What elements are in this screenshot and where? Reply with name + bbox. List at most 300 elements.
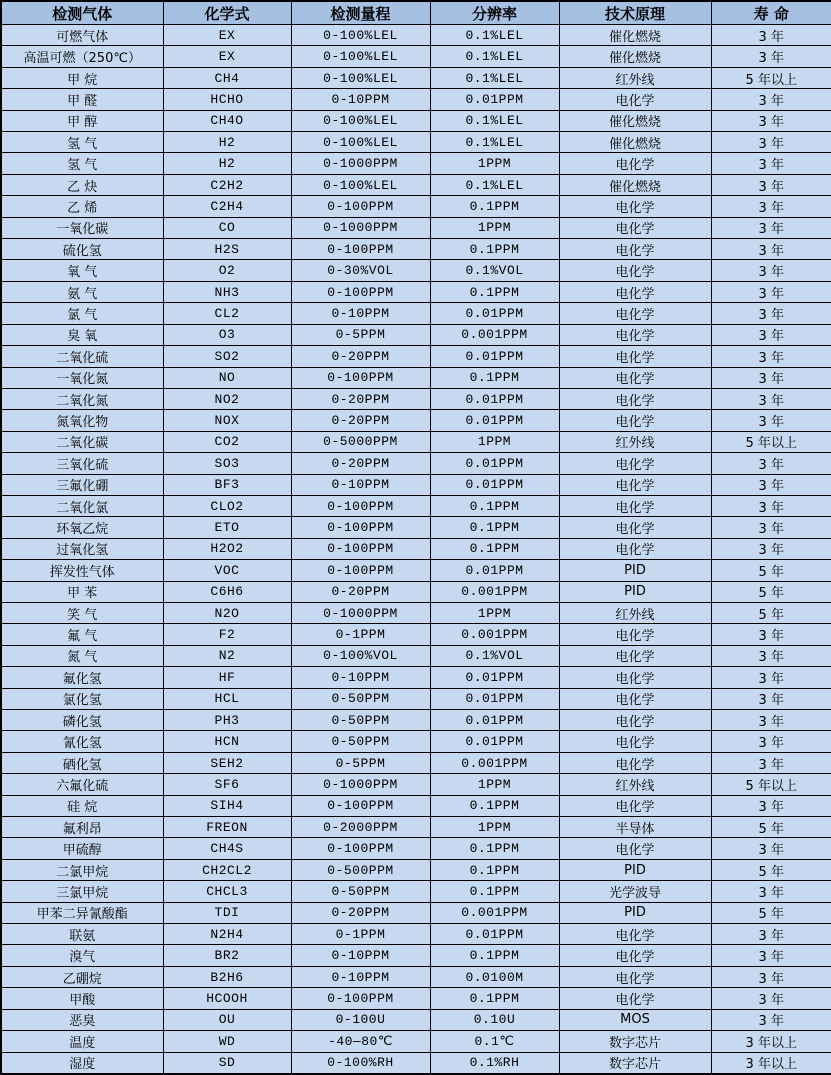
lifespan-cell: 3 年 — [711, 710, 831, 731]
resolution-cell: 0.01PPM — [430, 346, 559, 367]
chemical-formula-cell: H2 — [163, 132, 291, 153]
technology-principle-cell: 电化学 — [559, 346, 711, 367]
table-row — [1, 1009, 831, 1030]
table-row — [1, 217, 831, 238]
chemical-formula-cell: FREON — [163, 817, 291, 838]
detection-range-cell: 0-100%LEL — [291, 174, 430, 195]
chemical-formula-cell: N2H4 — [163, 924, 291, 945]
technology-principle-cell: 电化学 — [559, 410, 711, 431]
technology-principle-cell: 电化学 — [559, 688, 711, 709]
chemical-formula-cell: SIH4 — [163, 795, 291, 816]
lifespan-cell: 3 年 — [711, 752, 831, 773]
technology-principle-cell: 电化学 — [559, 153, 711, 174]
detection-range-cell: 0-100PPM — [291, 367, 430, 388]
detection-range-cell: 0-10PPM — [291, 474, 430, 495]
chemical-formula-cell: C6H6 — [163, 581, 291, 602]
resolution-cell: 1PPM — [430, 817, 559, 838]
chemical-formula-cell: CH4S — [163, 838, 291, 859]
detection-range-cell: 0-100PPM — [291, 560, 430, 581]
lifespan-cell: 3 年 — [711, 217, 831, 238]
detection-range-cell: 0-100%VOL — [291, 645, 430, 666]
resolution-cell: 0.1PPM — [430, 795, 559, 816]
technology-principle-cell: 催化燃烧 — [559, 110, 711, 131]
chemical-formula-cell: NO — [163, 367, 291, 388]
technology-principle-cell: 电化学 — [559, 945, 711, 966]
gas-name-cell: 甲 苯 — [1, 581, 163, 602]
detection-range-cell: 0-50PPM — [291, 731, 430, 752]
lifespan-cell: 3 年 — [711, 795, 831, 816]
chemical-formula-cell: NOX — [163, 410, 291, 431]
lifespan-cell: 3 年 — [711, 731, 831, 752]
detection-range-cell: 0-20PPM — [291, 388, 430, 409]
technology-principle-cell: 电化学 — [559, 474, 711, 495]
detection-range-cell: 0-10PPM — [291, 966, 430, 987]
resolution-cell: 0.10U — [430, 1009, 559, 1030]
detection-range-cell: 0-100%LEL — [291, 46, 430, 67]
lifespan-cell: 3 年 — [711, 153, 831, 174]
lifespan-cell: 3 年 — [711, 132, 831, 153]
chemical-formula-cell: H2O2 — [163, 538, 291, 559]
technology-principle-cell: 电化学 — [559, 196, 711, 217]
gas-name-cell: 环氧乙烷 — [1, 517, 163, 538]
header-lifespan: 寿 命 — [711, 1, 831, 25]
chemical-formula-cell: CO — [163, 217, 291, 238]
chemical-formula-cell: O2 — [163, 260, 291, 281]
table-row — [1, 132, 831, 153]
chemical-formula-cell: HCN — [163, 731, 291, 752]
detection-range-cell: 0-100%LEL — [291, 132, 430, 153]
lifespan-cell: 3 年 — [711, 495, 831, 516]
table-row — [1, 924, 831, 945]
lifespan-cell: 3 年 — [711, 453, 831, 474]
gas-name-cell: 硫化氢 — [1, 239, 163, 260]
table-row — [1, 324, 831, 345]
chemical-formula-cell: HCOOH — [163, 988, 291, 1009]
gas-name-cell: 氟 气 — [1, 624, 163, 645]
technology-principle-cell: 光学波导 — [559, 881, 711, 902]
chemical-formula-cell: NH3 — [163, 281, 291, 302]
detection-range-cell: 0-100PPM — [291, 988, 430, 1009]
resolution-cell: 0.001PPM — [430, 581, 559, 602]
resolution-cell: 0.01PPM — [430, 388, 559, 409]
table-row — [1, 495, 831, 516]
technology-principle-cell: 电化学 — [559, 838, 711, 859]
resolution-cell: 0.1PPM — [430, 881, 559, 902]
table-row — [1, 667, 831, 688]
resolution-cell: 0.1PPM — [430, 495, 559, 516]
gas-name-cell: 甲 烷 — [1, 67, 163, 88]
detection-range-cell: 0-1000PPM — [291, 774, 430, 795]
table-row — [1, 795, 831, 816]
chemical-formula-cell: O3 — [163, 324, 291, 345]
gas-name-cell: 甲硫醇 — [1, 838, 163, 859]
lifespan-cell: 3 年 — [711, 281, 831, 302]
gas-name-cell: 一氧化氮 — [1, 367, 163, 388]
resolution-cell: 0.1%LEL — [430, 67, 559, 88]
gas-name-cell: 氯化氢 — [1, 688, 163, 709]
gas-name-cell: 六氟化硫 — [1, 774, 163, 795]
technology-principle-cell: 电化学 — [559, 966, 711, 987]
resolution-cell: 0.01PPM — [430, 688, 559, 709]
gas-name-cell: 二氧化硫 — [1, 346, 163, 367]
technology-principle-cell: 电化学 — [559, 324, 711, 345]
lifespan-cell: 3 年 — [711, 924, 831, 945]
table-row — [1, 581, 831, 602]
detection-range-cell: 0-50PPM — [291, 688, 430, 709]
detection-range-cell: 0-20PPM — [291, 453, 430, 474]
resolution-cell: 0.01PPM — [430, 731, 559, 752]
chemical-formula-cell: CLO2 — [163, 495, 291, 516]
detection-range-cell: 0-30%VOL — [291, 260, 430, 281]
lifespan-cell: 3 年 — [711, 838, 831, 859]
lifespan-cell: 5 年 — [711, 859, 831, 880]
gas-name-cell: 三氧化硫 — [1, 453, 163, 474]
lifespan-cell: 3 年 — [711, 538, 831, 559]
lifespan-cell: 3 年 — [711, 46, 831, 67]
technology-principle-cell: 红外线 — [559, 67, 711, 88]
detection-range-cell: 0-1PPM — [291, 624, 430, 645]
chemical-formula-cell: C2H4 — [163, 196, 291, 217]
table-row — [1, 303, 831, 324]
chemical-formula-cell: CL2 — [163, 303, 291, 324]
resolution-cell: 0.001PPM — [430, 324, 559, 345]
table-row — [1, 966, 831, 987]
technology-principle-cell: 电化学 — [559, 89, 711, 110]
detection-range-cell: 0-1000PPM — [291, 602, 430, 623]
table-row — [1, 988, 831, 1009]
chemical-formula-cell: HCL — [163, 688, 291, 709]
table-row — [1, 645, 831, 666]
detection-range-cell: 0-500PPM — [291, 859, 430, 880]
detection-range-cell: 0-100U — [291, 1009, 430, 1030]
resolution-cell: 0.01PPM — [430, 710, 559, 731]
detection-range-cell: 0-100%LEL — [291, 25, 430, 46]
technology-principle-cell: 半导体 — [559, 817, 711, 838]
table-row — [1, 859, 831, 880]
table-row — [1, 67, 831, 88]
table-row — [1, 367, 831, 388]
chemical-formula-cell: HCHO — [163, 89, 291, 110]
resolution-cell: 0.1PPM — [430, 517, 559, 538]
header-resolution: 分辨率 — [430, 1, 559, 25]
lifespan-cell: 5 年 — [711, 817, 831, 838]
technology-principle-cell: PID — [559, 859, 711, 880]
technology-principle-cell: 电化学 — [559, 453, 711, 474]
resolution-cell: 0.1PPM — [430, 859, 559, 880]
gas-name-cell: 氰化氢 — [1, 731, 163, 752]
gas-name-cell: 二氯甲烷 — [1, 859, 163, 880]
lifespan-cell: 3 年 — [711, 624, 831, 645]
resolution-cell: 0.1PPM — [430, 538, 559, 559]
table-row — [1, 752, 831, 773]
table-row — [1, 602, 831, 623]
lifespan-cell: 3 年 — [711, 196, 831, 217]
resolution-cell: 0.1PPM — [430, 196, 559, 217]
table-row — [1, 89, 831, 110]
detection-range-cell: 0-20PPM — [291, 410, 430, 431]
chemical-formula-cell: CO2 — [163, 431, 291, 452]
technology-principle-cell: 电化学 — [559, 538, 711, 559]
header-technology-principle: 技术原理 — [559, 1, 711, 25]
gas-name-cell: 二氧化氯 — [1, 495, 163, 516]
lifespan-cell: 3 年 — [711, 410, 831, 431]
table-row — [1, 388, 831, 409]
detection-range-cell: 0-5PPM — [291, 324, 430, 345]
gas-name-cell: 氢 气 — [1, 153, 163, 174]
lifespan-cell: 5 年以上 — [711, 431, 831, 452]
chemical-formula-cell: EX — [163, 25, 291, 46]
table-body — [1, 25, 831, 1075]
detection-range-cell: 0-5000PPM — [291, 431, 430, 452]
lifespan-cell: 3 年 — [711, 966, 831, 987]
chemical-formula-cell: SF6 — [163, 774, 291, 795]
detection-range-cell: 0-100PPM — [291, 517, 430, 538]
technology-principle-cell: 电化学 — [559, 388, 711, 409]
lifespan-cell: 3 年 — [711, 474, 831, 495]
technology-principle-cell: 电化学 — [559, 752, 711, 773]
chemical-formula-cell: HF — [163, 667, 291, 688]
lifespan-cell: 3 年 — [711, 25, 831, 46]
chemical-formula-cell: SO3 — [163, 453, 291, 474]
lifespan-cell: 3 年 — [711, 388, 831, 409]
table-row — [1, 260, 831, 281]
resolution-cell: 1PPM — [430, 431, 559, 452]
technology-principle-cell: 红外线 — [559, 774, 711, 795]
lifespan-cell: 3 年 — [711, 367, 831, 388]
gas-name-cell: 笑 气 — [1, 602, 163, 623]
gas-name-cell: 乙硼烷 — [1, 966, 163, 987]
gas-name-cell: 甲 醇 — [1, 110, 163, 131]
detection-range-cell: 0-100PPM — [291, 239, 430, 260]
gas-name-cell: 甲 醛 — [1, 89, 163, 110]
gas-name-cell: 硒化氢 — [1, 752, 163, 773]
detection-range-cell: 0-10PPM — [291, 945, 430, 966]
table-row — [1, 902, 831, 923]
technology-principle-cell: 电化学 — [559, 281, 711, 302]
resolution-cell: 0.1%LEL — [430, 110, 559, 131]
table-row — [1, 25, 831, 46]
gas-name-cell: 一氧化碳 — [1, 217, 163, 238]
lifespan-cell: 3 年 — [711, 988, 831, 1009]
table-row — [1, 624, 831, 645]
detection-range-cell: 0-1000PPM — [291, 153, 430, 174]
chemical-formula-cell: TDI — [163, 902, 291, 923]
table-row — [1, 110, 831, 131]
resolution-cell: 0.01PPM — [430, 89, 559, 110]
resolution-cell: 0.1PPM — [430, 945, 559, 966]
table-row — [1, 346, 831, 367]
gas-name-cell: 湿度 — [1, 1052, 163, 1074]
header-chemical-formula: 化学式 — [163, 1, 291, 25]
resolution-cell: 0.0100M — [430, 966, 559, 987]
gas-name-cell: 三氯甲烷 — [1, 881, 163, 902]
table-row — [1, 46, 831, 67]
table-row — [1, 817, 831, 838]
technology-principle-cell: 电化学 — [559, 731, 711, 752]
lifespan-cell: 3 年 — [711, 346, 831, 367]
gas-name-cell: 甲酸 — [1, 988, 163, 1009]
gas-name-cell: 可燃气体 — [1, 25, 163, 46]
technology-principle-cell: 催化燃烧 — [559, 174, 711, 195]
technology-principle-cell: 催化燃烧 — [559, 132, 711, 153]
lifespan-cell: 3 年 — [711, 688, 831, 709]
resolution-cell: 0.1%RH — [430, 1052, 559, 1074]
chemical-formula-cell: SEH2 — [163, 752, 291, 773]
technology-principle-cell: 电化学 — [559, 239, 711, 260]
chemical-formula-cell: NO2 — [163, 388, 291, 409]
technology-principle-cell: 电化学 — [559, 710, 711, 731]
detection-range-cell: 0-20PPM — [291, 346, 430, 367]
technology-principle-cell: 催化燃烧 — [559, 46, 711, 67]
resolution-cell: 0.1PPM — [430, 988, 559, 1009]
table-row — [1, 410, 831, 431]
lifespan-cell: 3 年 — [711, 260, 831, 281]
lifespan-cell: 3 年 — [711, 110, 831, 131]
technology-principle-cell: PID — [559, 581, 711, 602]
gas-name-cell: 过氧化氢 — [1, 538, 163, 559]
gas-name-cell: 溴气 — [1, 945, 163, 966]
lifespan-cell: 3 年 — [711, 303, 831, 324]
gas-name-cell: 臭 氧 — [1, 324, 163, 345]
resolution-cell: 0.1%VOL — [430, 260, 559, 281]
lifespan-cell: 3 年 — [711, 517, 831, 538]
technology-principle-cell: MOS — [559, 1009, 711, 1030]
lifespan-cell: 5 年 — [711, 902, 831, 923]
table-row — [1, 453, 831, 474]
detection-range-cell: 0-100%LEL — [291, 110, 430, 131]
gas-name-cell: 乙 烯 — [1, 196, 163, 217]
gas-name-cell: 恶臭 — [1, 1009, 163, 1030]
chemical-formula-cell: N2O — [163, 602, 291, 623]
chemical-formula-cell: SO2 — [163, 346, 291, 367]
table-row — [1, 945, 831, 966]
lifespan-cell: 5 年以上 — [711, 774, 831, 795]
resolution-cell: 0.01PPM — [430, 667, 559, 688]
table-row — [1, 281, 831, 302]
detection-range-cell: 0-1000PPM — [291, 217, 430, 238]
lifespan-cell: 5 年 — [711, 560, 831, 581]
chemical-formula-cell: PH3 — [163, 710, 291, 731]
technology-principle-cell: 电化学 — [559, 667, 711, 688]
table-row — [1, 1031, 831, 1052]
lifespan-cell: 3 年以上 — [711, 1031, 831, 1052]
resolution-cell: 0.1PPM — [430, 281, 559, 302]
detection-range-cell: 0-20PPM — [291, 581, 430, 602]
gas-name-cell: 三氟化硼 — [1, 474, 163, 495]
resolution-cell: 0.01PPM — [430, 474, 559, 495]
resolution-cell: 0.001PPM — [430, 902, 559, 923]
table-row — [1, 239, 831, 260]
technology-principle-cell: 红外线 — [559, 431, 711, 452]
resolution-cell: 0.1PPM — [430, 838, 559, 859]
technology-principle-cell: 电化学 — [559, 367, 711, 388]
lifespan-cell: 3 年 — [711, 881, 831, 902]
resolution-cell: 1PPM — [430, 153, 559, 174]
technology-principle-cell: 电化学 — [559, 517, 711, 538]
resolution-cell: 0.1%LEL — [430, 174, 559, 195]
gas-name-cell: 氧 气 — [1, 260, 163, 281]
table-header-row — [1, 1, 831, 25]
header-gas-name: 检测气体 — [1, 1, 163, 25]
table-row — [1, 688, 831, 709]
technology-principle-cell: 电化学 — [559, 988, 711, 1009]
table-row — [1, 517, 831, 538]
lifespan-cell: 5 年 — [711, 581, 831, 602]
chemical-formula-cell: CHCL3 — [163, 881, 291, 902]
table-row — [1, 538, 831, 559]
gas-name-cell: 温度 — [1, 1031, 163, 1052]
table-row — [1, 174, 831, 195]
detection-range-cell: 0-10PPM — [291, 667, 430, 688]
table-row — [1, 774, 831, 795]
technology-principle-cell: 红外线 — [559, 602, 711, 623]
technology-principle-cell: PID — [559, 560, 711, 581]
table-row — [1, 153, 831, 174]
chemical-formula-cell: BR2 — [163, 945, 291, 966]
resolution-cell: 0.1%LEL — [430, 132, 559, 153]
chemical-formula-cell: F2 — [163, 624, 291, 645]
detection-range-cell: 0-10PPM — [291, 303, 430, 324]
gas-name-cell: 二氧化氮 — [1, 388, 163, 409]
chemical-formula-cell: H2 — [163, 153, 291, 174]
lifespan-cell: 3 年 — [711, 239, 831, 260]
detection-range-cell: 0-20PPM — [291, 902, 430, 923]
table-row — [1, 560, 831, 581]
lifespan-cell: 3 年以上 — [711, 1052, 831, 1074]
gas-name-cell: 氟化氢 — [1, 667, 163, 688]
technology-principle-cell: 电化学 — [559, 303, 711, 324]
detection-range-cell: 0-100PPM — [291, 196, 430, 217]
resolution-cell: 1PPM — [430, 602, 559, 623]
lifespan-cell: 3 年 — [711, 945, 831, 966]
resolution-cell: 0.01PPM — [430, 924, 559, 945]
detection-range-cell: 0-50PPM — [291, 710, 430, 731]
gas-name-cell: 挥发性气体 — [1, 560, 163, 581]
detection-range-cell: 0-100PPM — [291, 795, 430, 816]
detection-range-cell: -40—80℃ — [291, 1031, 430, 1052]
resolution-cell: 0.01PPM — [430, 303, 559, 324]
resolution-cell: 0.1PPM — [430, 239, 559, 260]
gas-name-cell: 联氨 — [1, 924, 163, 945]
gas-name-cell: 磷化氢 — [1, 710, 163, 731]
gas-name-cell: 硅 烷 — [1, 795, 163, 816]
chemical-formula-cell: WD — [163, 1031, 291, 1052]
chemical-formula-cell: CH2CL2 — [163, 859, 291, 880]
lifespan-cell: 5 年 — [711, 602, 831, 623]
chemical-formula-cell: CH4O — [163, 110, 291, 131]
lifespan-cell: 3 年 — [711, 645, 831, 666]
detection-range-cell: 0-5PPM — [291, 752, 430, 773]
gas-name-cell: 氟利昂 — [1, 817, 163, 838]
gas-name-cell: 氮氧化物 — [1, 410, 163, 431]
table-row — [1, 731, 831, 752]
resolution-cell: 0.001PPM — [430, 624, 559, 645]
lifespan-cell: 3 年 — [711, 1009, 831, 1030]
table-row — [1, 838, 831, 859]
technology-principle-cell: 电化学 — [559, 260, 711, 281]
detection-range-cell: 0-100PPM — [291, 495, 430, 516]
technology-principle-cell: 电化学 — [559, 645, 711, 666]
resolution-cell: 1PPM — [430, 774, 559, 795]
chemical-formula-cell: H2S — [163, 239, 291, 260]
technology-principle-cell: 电化学 — [559, 795, 711, 816]
detection-range-cell: 0-100PPM — [291, 838, 430, 859]
resolution-cell: 0.1%LEL — [430, 25, 559, 46]
gas-name-cell: 氨 气 — [1, 281, 163, 302]
technology-principle-cell: 电化学 — [559, 924, 711, 945]
resolution-cell: 0.1PPM — [430, 367, 559, 388]
gas-name-cell: 氢 气 — [1, 132, 163, 153]
